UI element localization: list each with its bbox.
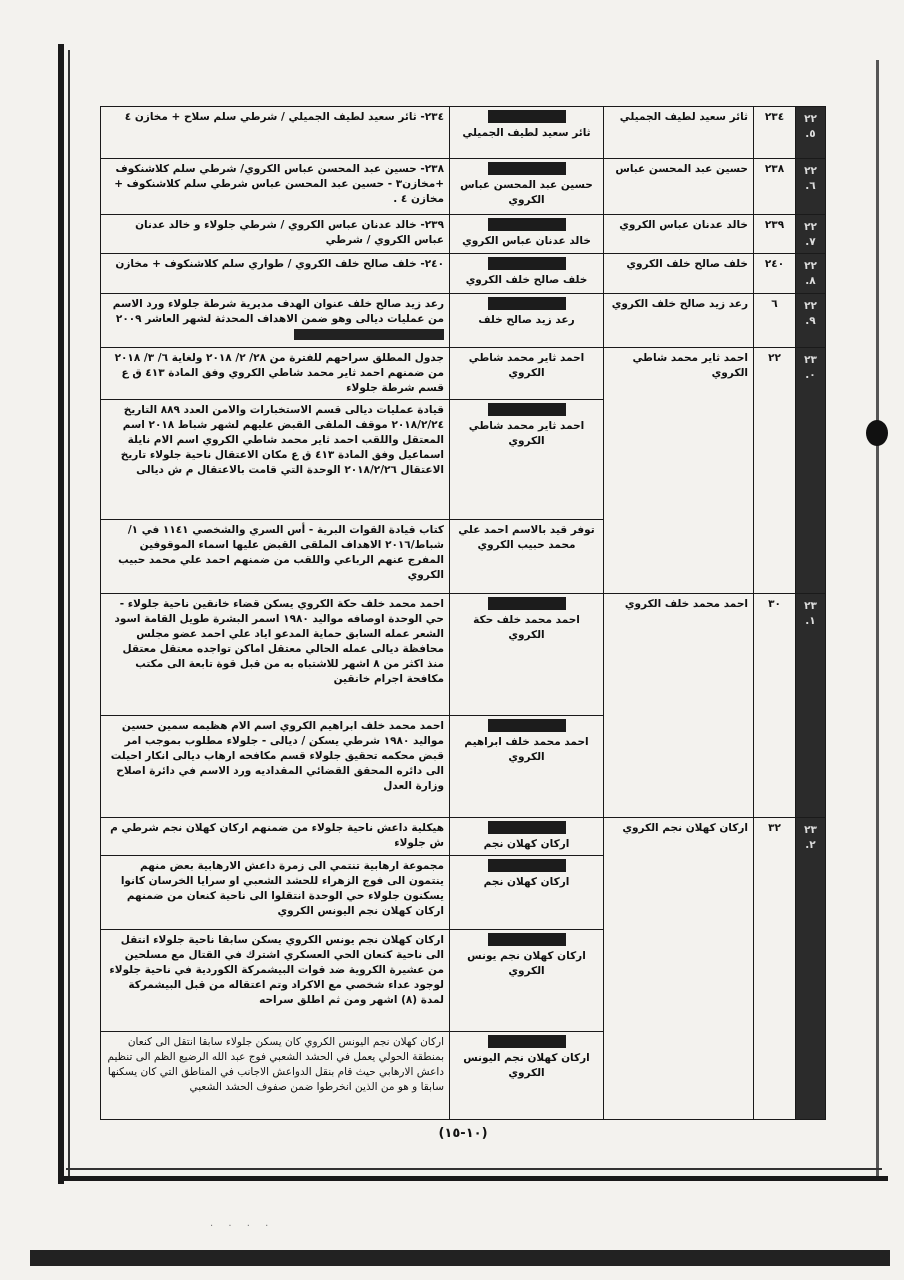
row-detail: كتاب قيادة القوات البرية - أس السري والشخصي ١١٤١ في ١/شباط/٢٠١٦ الاهداف الملقى القبض عليها اسماء الموقوفين المفرج عنهم الرباعي واللقب من ضمنهم احمد علي محمد حبيب الكروي [101, 520, 450, 594]
scan-edge-bar [30, 1250, 890, 1266]
row-detail: ٢٣٤- ثائر سعيد لطيف الجميلي / شرطي سلم سلاح + مخازن ٤ [101, 107, 450, 159]
table-row [101, 294, 826, 348]
row-seq: ٢٢٦. [796, 159, 826, 215]
row-inner-name: خلف صالح خلف الكروي [450, 254, 604, 294]
redaction-block [488, 933, 566, 946]
row-inner-name: احمد ثاير محمد شاطي الكروي [450, 400, 604, 520]
records-table [100, 106, 826, 1120]
row-name: خلف صالح خلف الكروي [604, 254, 754, 294]
redaction-block [488, 218, 566, 231]
table-row [101, 818, 826, 856]
page-border-right [876, 60, 879, 1180]
page-number: (١٠-١٥) [438, 1126, 488, 1141]
row-name: رعد زيد صالح خلف الكروي [604, 294, 754, 348]
row-detail: مجموعة ارهابية تنتمي الى زمرة داعش الارهابية بعض منهم ينتمون الى فوج الزهراء للحشد الشعبي او سرايا الخرسان كانوا يسكنون جلولاء حي الوحدة انتقلوا الى ناحية كنعان من ضمنهم اركان كهلان نجم اليونس الكروي [101, 856, 450, 930]
row-seq: ٢٢٩. [796, 294, 826, 348]
redaction-block [488, 821, 566, 834]
row-inner-name: اركان كهلان نجم [450, 856, 604, 930]
page-border-left [58, 44, 64, 1184]
row-inner-name: احمد ثاير محمد شاطي الكروي [450, 348, 604, 400]
row-detail: رعد زيد صالح خلف عنوان الهدف مديرية شرطة جلولاء ورد الاسم من عمليات ديالى وهو ضمن الاهداف المحدثة لشهر العاشر ٢٠٠٩ [101, 294, 450, 348]
row-number: ٢٣٨ [754, 159, 796, 215]
row-name: خالد عدنان عباس الكروي [604, 215, 754, 254]
punch-hole [866, 420, 888, 446]
redaction-block [488, 1035, 566, 1048]
row-name: احمد ثاير محمد شاطي الكروي [604, 348, 754, 594]
page-border-left-inner [68, 50, 70, 1180]
row-detail: قيادة عمليات ديالى قسم الاستخبارات والامن العدد ٨٨٩ التاريخ ٢٠١٨/٢/٢٤ موقف الملقى القبض عليهم لشهر شباط ٢٠١٨ اسم المعتقل واللقب احمد ثاير محمد شاطي الكروي اسم الام نايلة اسماعيل وفق المادة ٤١٣ ق ع مكان الاعتقال ناحية جلولاء تاريخ الاعتقال ٢٠١٨/٢/٢٦ الوحدة التي قامت بالاعتقال م ش ديالى [101, 400, 450, 520]
table-row [101, 159, 826, 215]
row-number: ٣٢ [754, 818, 796, 1120]
row-name: حسين عبد المحسن عباس [604, 159, 754, 215]
row-detail: اركان كهلان نجم اليونس الكروي كان يسكن جلولاء سابقا انتقل الى كنعان بمنطقة الحولي يعمل في الحشد الشعبي فوج عبد الله الرضيع الظم الى تنظيم داعش الارهابي حيث قام بنقل الدواعش الاجانب في المناطق التي كان يسكنها سابقا و هو من الذين انخرطوا ضمن صفوف الحشد الشعبي [101, 1032, 450, 1120]
row-number: ٢٤٠ [754, 254, 796, 294]
row-seq: ٢٢٨. [796, 254, 826, 294]
row-number: ٦ [754, 294, 796, 348]
redaction-block [488, 859, 566, 872]
row-seq: ٢٣٠. [796, 348, 826, 594]
row-inner-name: اركان كهلان نجم [450, 818, 604, 856]
row-inner-name: رعد زيد صالح خلف [450, 294, 604, 348]
row-inner-name: اركان كهلان نجم يونس الكروي [450, 930, 604, 1032]
redaction-block [488, 597, 566, 610]
redaction-block [488, 297, 566, 310]
redaction-block [488, 257, 566, 270]
row-inner-name: احمد محمد خلف ابراهيم الكروي [450, 716, 604, 818]
row-number: ٣٠ [754, 594, 796, 818]
row-detail: جدول المطلق سراحهم للفترة من ٢٨/ ٢/ ٢٠١٨ ولغاية ٦/ ٣/ ٢٠١٨ من ضمنهم احمد ثاير محمد شاطي الكروي وفق المادة ٤١٣ ق ع قسم شرطة جلولاء [101, 348, 450, 400]
row-detail: ٢٣٩- خالد عدنان عباس الكروي / شرطي جلولاء و خالد عدنان عباس الكروي / شرطي [101, 215, 450, 254]
table-row [101, 348, 826, 400]
row-detail: احمد محمد خلف حكة الكروي يسكن قضاء خانقين ناحية جلولاء - حي الوحدة اوصافه مواليد ١٩٨٠ اسمر البشرة طويل القامة اسود الشعر عمله السابق حماية المدعو اياد علي احمد عضو مجلس محافظة ديالى عمله الحالي معتقل اماكن تواجده معتقل معتقل منذ اكثر من ٨ اشهر للاشتباه به من قبل قوة تابعة الى مكتب مكافحة اجرام خانقين [101, 594, 450, 716]
row-inner-name: اركان كهلان نجم اليونس الكروي [450, 1032, 604, 1120]
row-seq: ٢٢٥. [796, 107, 826, 159]
table-row [101, 107, 826, 159]
row-seq: ٢٢٧. [796, 215, 826, 254]
row-detail: هيكلية داعش ناحية جلولاء من ضمنهم اركان كهلان نجم شرطي م ش جلولاء [101, 818, 450, 856]
row-name: ثائر سعيد لطيف الجميلي [604, 107, 754, 159]
row-detail: اركان كهلان نجم يونس الكروي يسكن سابقا ناحية جلولاء انتقل الى ناحية كنعان الحي العسكري اشترك في القتال مع مسلحين من عشيرة الكروية ضد قوات البيشمركة الكوردية في ناحية جلولاء لوجود عداء شخصي مع الاكراد وتم اعتقاله من قبل البيشمركة لمدة (٨) اشهر ومن ثم اطلق سراحه [101, 930, 450, 1032]
row-inner-name: حسين عبد المحسن عباس الكروي [450, 159, 604, 215]
row-detail: ٢٣٨- حسين عبد المحسن عباس الكروي/ شرطي سلم كلاشنكوف +مخازن٣ - حسين عبد المحسن عباس شرطي سلم كلاشنكوف + مخازن ٤ . [101, 159, 450, 215]
row-number: ٢٢ [754, 348, 796, 594]
row-name: احمد محمد خلف الكروي [604, 594, 754, 818]
row-inner-name: احمد محمد خلف حكة الكروي [450, 594, 604, 716]
row-seq: ٢٣١. [796, 594, 826, 818]
row-number: ٢٣٩ [754, 215, 796, 254]
row-seq: ٢٣٢. [796, 818, 826, 1120]
row-inner-name: توفر قيد بالاسم احمد علي محمد حبيب الكروي [450, 520, 604, 594]
row-inner-name: ثائر سعيد لطيف الجميلي [450, 107, 604, 159]
row-inner-name: خالد عدنان عباس الكروي [450, 215, 604, 254]
row-detail: ٢٤٠- خلف صالح خلف الكروي / طواري سلم كلاشنكوف + مخازن [101, 254, 450, 294]
table-row [101, 594, 826, 716]
row-name: اركان كهلان نجم الكروي [604, 818, 754, 1120]
redaction-block [488, 162, 566, 175]
row-detail: احمد محمد خلف ابراهيم الكروي اسم الام هظيمه سمين حسين مواليد ١٩٨٠ شرطي يسكن / ديالى - جلولاء مطلوب بموجب امر قبض محكمه تحقيق جلولاء قسم مكافحه ارهاب ديالى انكار احيلت الى دائره المحقق القضائي المقداديه ورد الاسم في دائرة اصلاح وزارة العدل [101, 716, 450, 818]
redaction-block [488, 719, 566, 732]
page-border-bottom [58, 1176, 888, 1181]
table-row [101, 254, 826, 294]
redaction-block [294, 329, 444, 340]
redaction-block [488, 403, 566, 416]
table-row [101, 215, 826, 254]
scan-speckles: . . . . [210, 1218, 275, 1229]
page-border-bottom-inner [66, 1168, 882, 1170]
row-number: ٢٣٤ [754, 107, 796, 159]
redaction-block [488, 110, 566, 123]
